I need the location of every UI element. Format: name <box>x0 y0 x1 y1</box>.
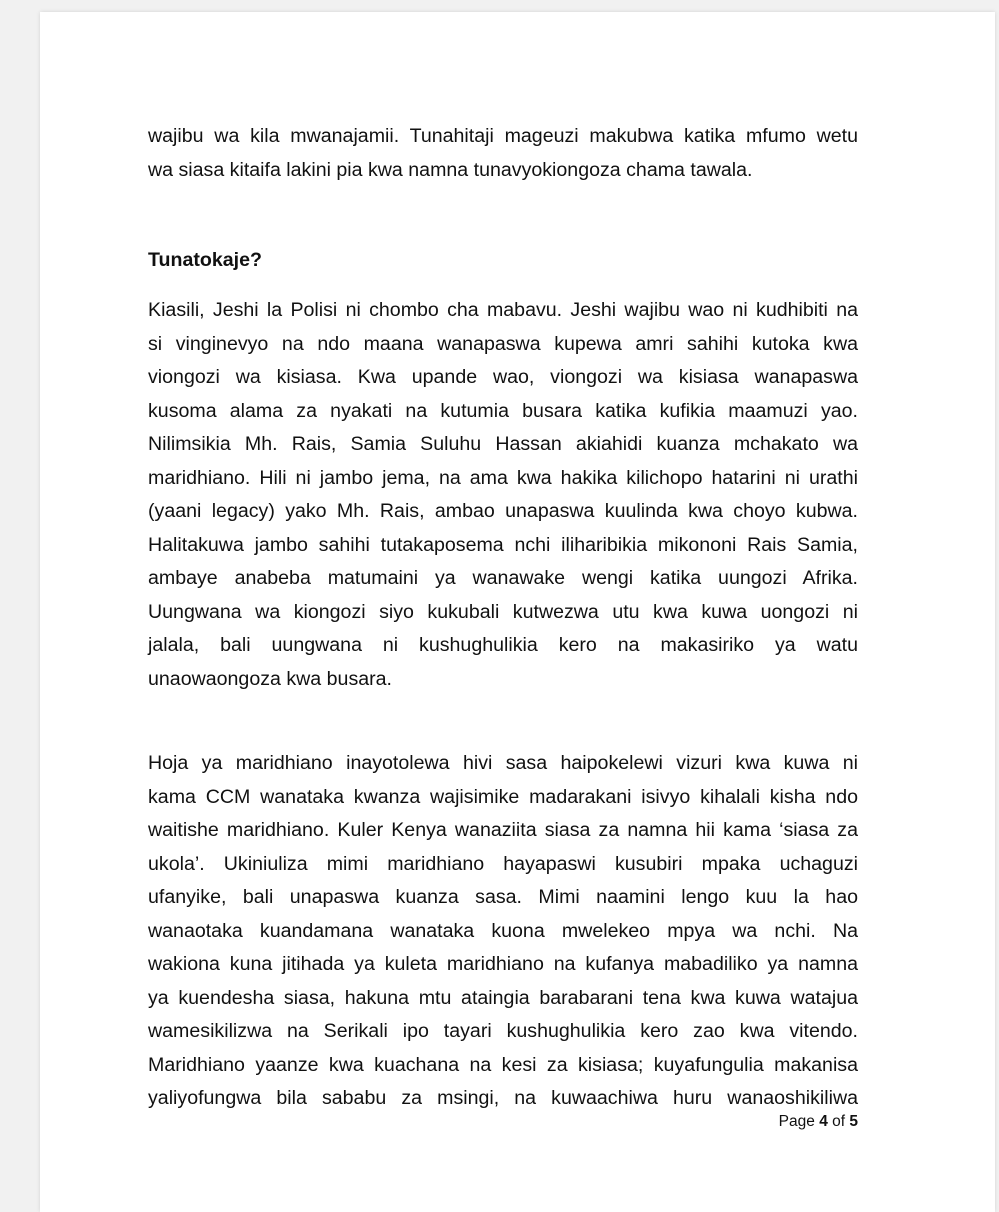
text-line: ambaye anabeba matumaini ya wanawake wengi katika uungozi Afrika. <box>148 567 858 589</box>
section-heading: Tunatokaje? <box>148 249 262 271</box>
text-line: Kiasili, Jeshi la Polisi ni chombo cha mabavu. Jeshi wajibu wao ni kudhibiti na <box>148 299 858 321</box>
document-page <box>40 12 995 1212</box>
text-line: waitishe maridhiano. Kuler Kenya wanaziita siasa za namna hii kama ‘siasa za <box>148 819 858 841</box>
page-label: Page <box>778 1113 815 1130</box>
text-line: Halitakuwa jambo sahihi tutakaposema nchi iliharibikia mikononi Rais Samia, <box>148 533 858 556</box>
text-line: Uungwana wa kiongozi siyo kukubali kutwezwa utu kwa kuwa uongozi ni <box>148 600 858 623</box>
text-line: (yaani legacy) yako Mh. Rais, ambao unapaswa kuulinda kwa choyo kubwa. <box>148 500 858 522</box>
text-line: wa siasa kitaifa lakini pia kwa namna tunavyokiongoza chama tawala. <box>148 158 753 181</box>
text-line: si vinginevyo na ndo maana wanapaswa kupewa amri sahihi kutoka kwa <box>148 332 858 355</box>
of-label: of <box>832 1113 846 1130</box>
page-number-footer <box>779 1113 858 1131</box>
text-line: unaowaongoza kwa busara. <box>148 667 393 690</box>
text-line: Hoja ya maridhiano inayotolewa hivi sasa haipokelewi vizuri kwa kuwa ni <box>148 752 858 774</box>
text-line: wajibu wa kila mwanajamii. Tunahitaji mageuzi makubwa katika mfumo wetu <box>148 125 858 147</box>
text-line: wakiona kuna jitihada ya kuleta maridhiano na kufanya mabadiliko ya namna <box>148 953 858 975</box>
text-line: Maridhiano yaanze kwa kuachana na kesi za kisiasa; kuyafungulia makanisa <box>148 1053 858 1076</box>
total-pages-number: 5 <box>849 1113 858 1130</box>
text-line: viongozi wa kisiasa. Kwa upande wao, viongozi wa kisiasa wanapaswa <box>148 366 858 388</box>
text-line: kama CCM wanataka kwanza wajisimike madarakani isivyo kihalali kisha ndo <box>148 785 858 808</box>
text-line: wamesikilizwa na Serikali ipo tayari kushughulikia kero zao kwa vitendo. <box>148 1020 858 1042</box>
text-line: ukola’. Ukiniuliza mimi maridhiano hayapaswi kusubiri mpaka uchaguzi <box>148 852 858 875</box>
paragraph-2-text <box>148 747 858 1116</box>
intro-paragraph-text <box>148 120 858 187</box>
paragraph-1 <box>148 294 858 696</box>
intro-paragraph <box>148 120 858 187</box>
text-line: kusoma alama za nyakati na kutumia busara katika kufikia maamuzi yao. <box>148 399 858 422</box>
text-line: jalala, bali uungwana ni kushughulikia kero na makasiriko ya watu <box>148 634 858 656</box>
text-line: wanaotaka kuandamana wanataka kuona mwelekeo mpya wa nchi. Na <box>148 919 858 942</box>
paragraph-1-text <box>148 294 858 696</box>
text-line: yaliyofungwa bila sababu za msingi, na kuwaachiwa huru wanaoshikiliwa <box>148 1087 858 1109</box>
text-line: ufanyike, bali unapaswa kuanza sasa. Mimi naamini lengo kuu la hao <box>148 886 858 908</box>
paragraph-2 <box>148 747 858 1116</box>
text-line: ya kuendesha siasa, hakuna mtu ataingia barabarani tena kwa kuwa watajua <box>148 986 858 1009</box>
text-line: Nilimsikia Mh. Rais, Samia Suluhu Hassan akiahidi kuanza mchakato wa <box>148 433 858 455</box>
current-page-number: 4 <box>819 1113 828 1130</box>
text-line: maridhiano. Hili ni jambo jema, na ama kwa hakika kilichopo hatarini ni urathi <box>148 466 858 489</box>
